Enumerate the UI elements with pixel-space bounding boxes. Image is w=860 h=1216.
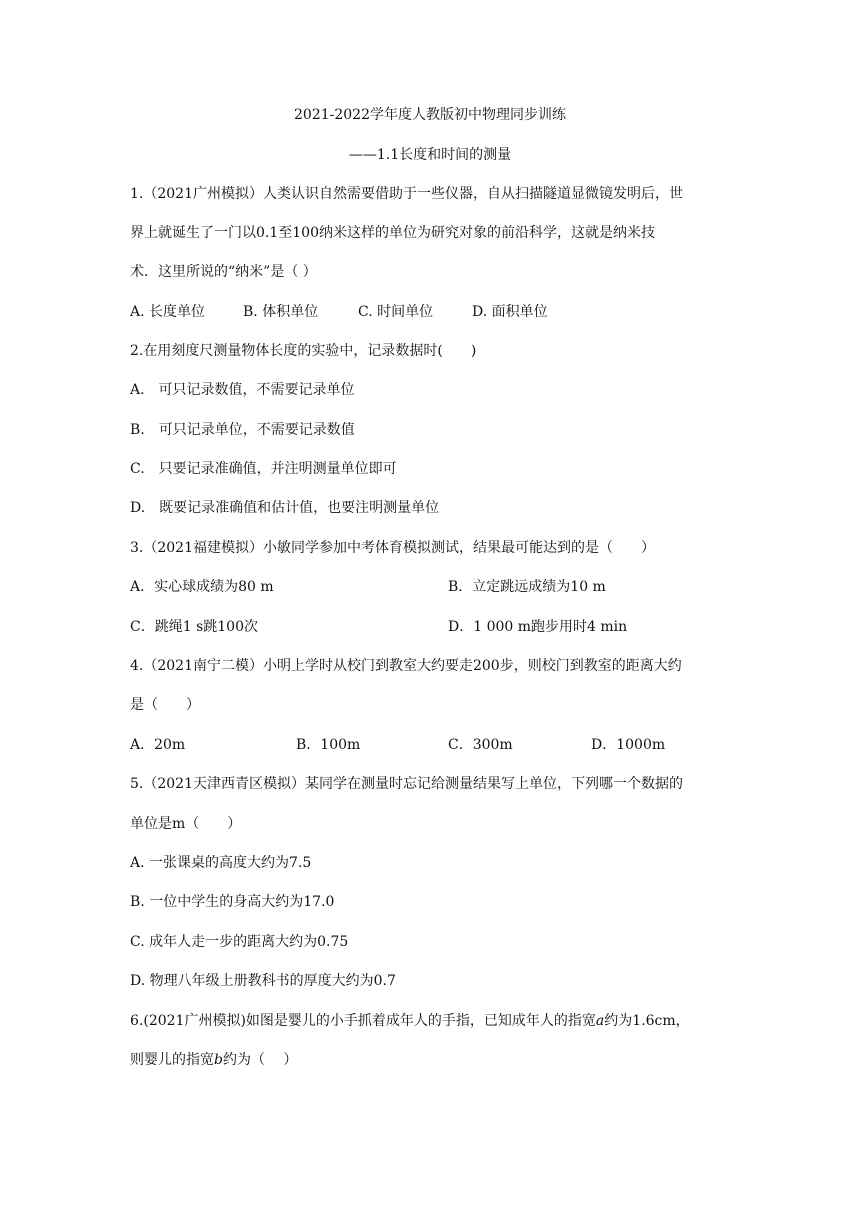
q4-line-2: 是（ ） [130, 697, 200, 713]
q4-line-1: 4.（2021南宁二模）小明上学时从校门到教室大约要走200步，则校门到教室的距离大约 [130, 658, 682, 674]
document-subtitle: ——1.1长度和时间的测量 [348, 147, 512, 163]
q6-line-1-part-2: 约为1.6cm， [604, 1013, 690, 1029]
q4-option-d: D．1000m [591, 737, 666, 753]
q1-option-b: B. 体积单位 [243, 304, 319, 320]
q2-option-a: A. 可只记录数值，不需要记录单位 [130, 382, 355, 398]
q2-option-d: D. 既要记录准确值和估计值，也要注明测量单位 [130, 500, 440, 516]
q4-option-b: B．100m [296, 737, 361, 753]
q5-option-d: D. 物理八年级上册教科书的厚度大约为0.7 [130, 973, 396, 989]
q3-option-a: A．实心球成绩为80 m [130, 579, 274, 595]
q5-line-2: 单位是m（ ） [130, 816, 242, 832]
q3-option-b: B．立定跳远成绩为10 m [448, 579, 606, 595]
q6-line-2-part-2: 约为（ ） [222, 1052, 298, 1068]
q4-option-a: A．20m [130, 737, 186, 753]
q5-option-a: A. 一张课桌的高度大约为7.5 [130, 855, 312, 871]
q5-line-1: 5.（2021天津西青区模拟）某同学在测量时忘记给测量结果写上单位，下列哪一个数据的 [130, 776, 683, 792]
q1-line-1: 1.（2021广州模拟）人类认识自然需要借助于一些仪器，自从扫描隧道显微镜发明后，世 [130, 186, 683, 202]
document-title: 2021-2022学年度人教版初中物理同步训练 [294, 107, 566, 123]
q6-variable-a: a [595, 1013, 605, 1029]
q6-line-1-part-1: 6.(2021广州模拟)如图是婴儿的小手抓着成年人的手指，已知成年人的指宽 [130, 1013, 596, 1029]
q4-option-c: C．300m [448, 737, 513, 753]
q3-stem: 3.（2021福建模拟）小敏同学参加中考体育模拟测试，结果最可能达到的是（ ） [130, 540, 655, 556]
q1-line-3: 术．这里所说的“纳米”是（ ） [130, 264, 317, 280]
q3-option-d: D．1 000 m跑步用时4 min [448, 619, 628, 635]
q3-option-c: C．跳绳1 s跳100次 [130, 619, 258, 635]
q1-option-d: D. 面积单位 [472, 304, 548, 320]
q5-option-c: C. 成年人走一步的距离大约为0.75 [130, 934, 349, 950]
q6-line-2-part-1: 则婴儿的指宽 [130, 1052, 214, 1068]
q2-stem: 2.在用刻度尺测量物体长度的实验中，记录数据时( ) [130, 343, 477, 359]
q6-line-2 [130, 1050, 297, 1070]
q2-option-c: C. 只要记录准确值，并注明测量单位即可 [130, 461, 397, 477]
q1-option-c: C. 时间单位 [358, 304, 434, 320]
q5-option-b: B. 一位中学生的身高大约为17.0 [130, 894, 335, 910]
q1-option-a: A. 长度单位 [130, 304, 206, 320]
q6-variable-b: b [214, 1052, 223, 1068]
q1-line-2: 界上就诞生了一门以0.1至100纳米这样的单位为研究对象的前沿科学，这就是纳米技 [130, 225, 655, 241]
q6-line-1 [130, 1011, 690, 1031]
q2-option-b: B. 可只记录单位，不需要记录数值 [130, 422, 355, 438]
